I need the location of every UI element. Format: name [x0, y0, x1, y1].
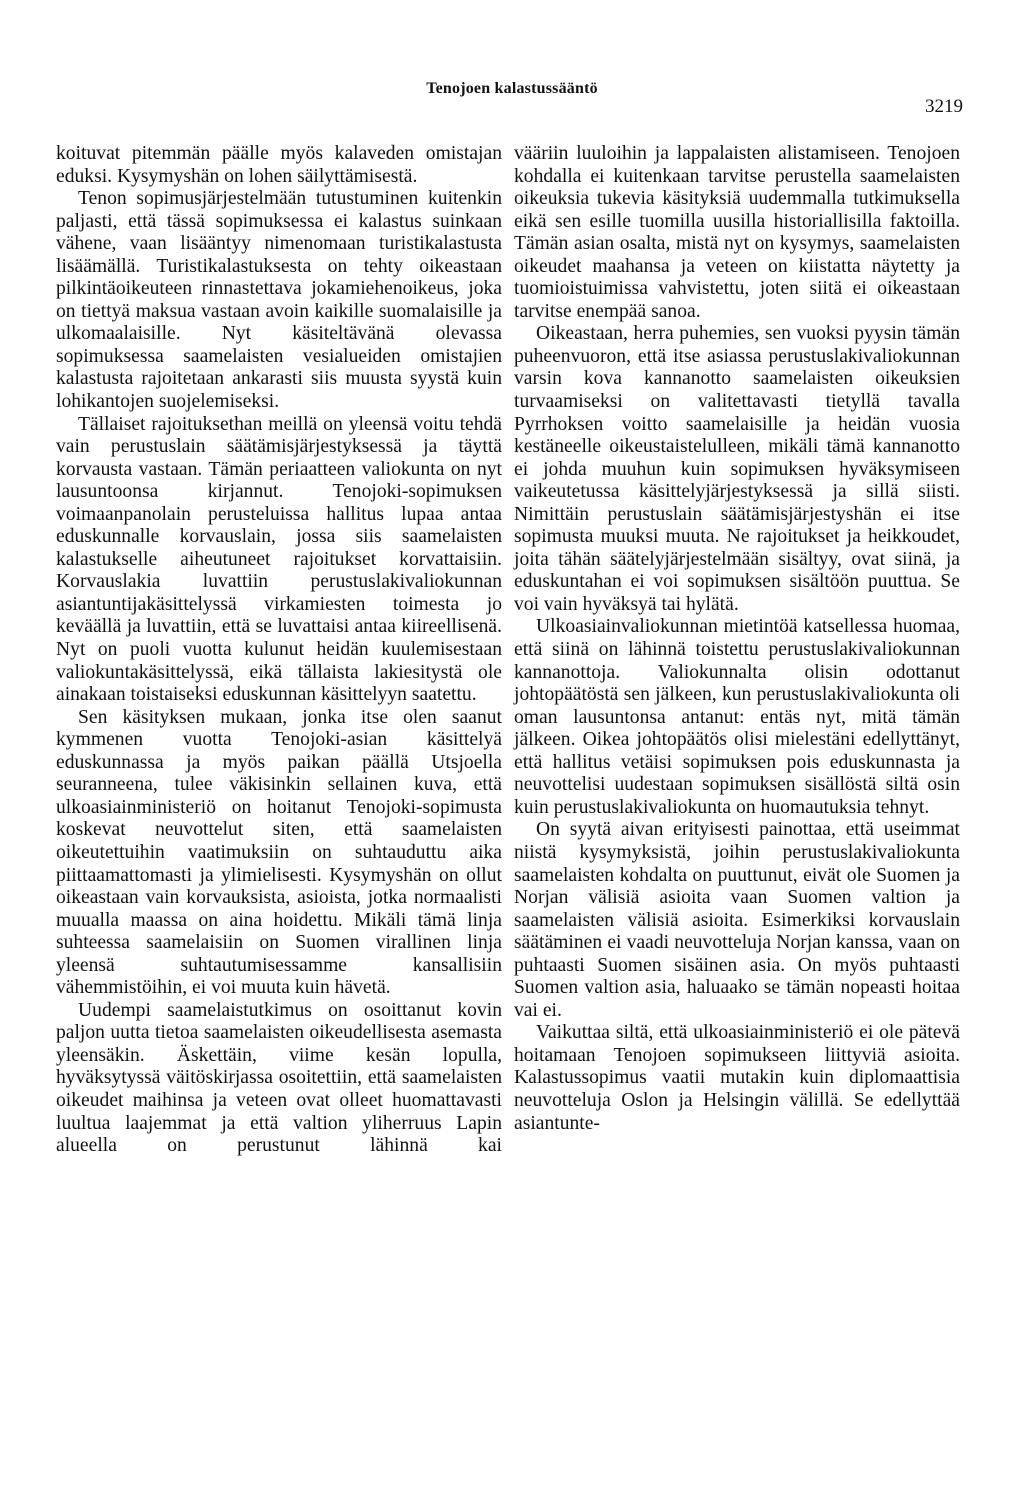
page-number: 3219 [925, 96, 963, 117]
paragraph: On syytä aivan erityisesti painottaa, että useimmat niistä kysymyksistä, joihin perustuslakivaliokunta saamelaisten kohdalta on puuttunut, eivät ole Suomen ja Norjan välisiä asioita vaan Suomen valtion ja saamelaisten välisiä asioita. Esimerkiksi korvauslain säätäminen ei vaadi neuvotteluja Norjan kanssa, vaan on puhtaasti Suomen sisäinen asia. On myös puhtaasti Suomen valtion asia, haluaako se tämän nopeasti hoitaa vai ei. [514, 819, 960, 1021]
paragraph: Uudempi saamelaistutkimus on osoittanut kovin paljon uutta tietoa saamelaisten oikeudellisesta asemasta yleensäkin. Äskettäin, viime kesän lopulla, hyväksytyssä väitöskirjassa osoitettiin, että saamelaisten oikeudet maihinsa ja veteen ovat olleet huomattavasti luultua laajemmat ja että valtion yliherruus Lapin alueella on perustunut lähinnä kai [56, 999, 502, 1157]
paragraph: vääriin luuloihin ja lappalaisten alistamiseen. Tenojoen kohdalla ei kuitenkaan tarvitse perustella saamelaisten oikeuksia tukevia käsityksiä uudemmalla tutkimuksella eikä sen esille tuomilla uusilla historiallisilla faktoilla. Tämän asian osalta, mistä nyt on kysymys, saamelaisten oikeudet maahansa ja veteen on kiistatta näytetty ja tuomioistuimissa vahvistettu, joten siitä ei oikeastaan tarvitse enempää sanoa. [514, 143, 960, 322]
paragraph: Tällaiset rajoituksethan meillä on yleensä voitu tehdä vain perustuslain säätämisjärjestyksessä ja täyttä korvausta vastaan. Tämän periaatteen valiokunta on nyt lausuntoonsa kirjannut. Tenojoki-sopimuksen voimaanpanolain perusteluissa hallitus lupaa antaa eduskunnalle korvauslain, jossa siis saamelaisten kalastukselle aiheutuneet rajoitukset korvattaisiin. Korvauslakia luvattiin perustuslakivaliokunnan asiantuntijakäsittelyssä virkamiesten toimesta jo keväällä ja luvattiin, että se luvattaisi antaa kiireellisenä. Nyt on puoli vuotta kulunut heidän kuulemisestaan valiokuntakäsittelyssä, eikä tällaista lakiesitystä ole ainakaan toistaiseksi eduskunnan käsittelyyn saatettu. [56, 413, 502, 706]
paragraph: Vaikuttaa siltä, että ulkoasiainministeriö ei ole pätevä hoitamaan Tenojoen sopimukseen liittyviä asioita. Kalastussopimus vaatii mutakin kuin diplomaattisia neuvotteluja Oslon ja Helsingin välillä. Se edellyttää asiantunte- [514, 1022, 960, 1134]
right-column [514, 143, 960, 1135]
paragraph: Tenon sopimusjärjestelmään tutustuminen kuitenkin paljasti, että tässä sopimuksessa ei kalastus suinkaan vähene, vaan lisääntyy nimenomaan turistikalastusta lisäämällä. Turistikalastuksesta on tehty oikeastaan pilkintäoikeuteen rinnastettava jokamiehenoikeus, joka on tiettyä maksua vastaan avoin kaikille suomalaisille ja ulkomaalaisille. Nyt käsiteltävänä olevassa sopimuksessa saamelaisten vesialueiden omistajien kalastusta rajoitetaan ankarasti siis muusta syystä kuin lohikantojen suojelemiseksi. [56, 188, 502, 413]
paragraph: Sen käsityksen mukaan, jonka itse olen saanut kymmenen vuotta Tenojoki-asian käsittelyä eduskunnassa ja myös paikan päällä Utsjoella seuranneena, tulee väkisinkin sellainen kuva, että ulkoasiainministeriö on hoitanut Tenojoki-sopimusta koskevat neuvottelut siten, että saamelaisten oikeutettuihin vaatimuksiin on suhtauduttu aika piittaamattomasti ja ylimielisesti. Kysymyshän on ollut oikeastaan vain korvauksista, asioista, jotka normaalisti muualla maassa on aina hoidettu. Mikäli tämä linja suhteessa saamelaisiin on Suomen virallinen linja yleensä suhtautumisessamme kansallisiin vähemmistöihin, ei voi muuta kuin hävetä. [56, 706, 502, 999]
header-title: Tenojoen kalastussääntö [426, 80, 598, 97]
paragraph: koituvat pitemmän päälle myös kalaveden omistajan eduksi. Kysymyshän on lohen säilyttämisestä. [56, 143, 502, 187]
paragraph: Ulkoasiainvaliokunnan mietintöä katsellessa huomaa, että siinä on lähinnä toistettu perustuslakivaliokunnan kannanottoja. Valiokunnalta olisin odottanut johtopäätöstä sen jälkeen, kun perustuslakivaliokunta oli oman lausuntonsa antanut: entäs nyt, mitä tämän jälkeen. Oikea johtopäätös olisi mielestäni edellyttänyt, että hallitus vetäisi sopimuksen pois eduskunnasta ja neuvottelisi uudestaan sopimuksen sisällöstä siltä osin kuin perustuslakivaliokunta on huomautuksia tehnyt. [514, 616, 960, 818]
left-column [56, 143, 502, 1158]
paragraph: Oikeastaan, herra puhemies, sen vuoksi pyysin tämän puheenvuoron, että itse asiassa perustuslakivaliokunnan varsin kova kannanotto saamelaisten oikeuksien turvaamiseksi on valitettavasti tietyllä tavalla Pyrrhoksen voitto saamelaisille ja heidän vuosia kestäneelle oikeustaistelulleen, mikäli tämä kannanotto ei johda muuhun kuin sopimuksen hyväksymiseen vaikeutetussa käsittelyjärjestyksessä ja sillä siisti. Nimittäin perustuslain säätämisjärjestyshän ei itse sopimusta muuksi muuta. Ne rajoitukset ja heikkoudet, joita tähän säätelyjärjestelmään sisältyy, ovat siinä, ja eduskuntahan ei voi sopimuksen sisältöön puuttua. Se voi vain hyväksyä tai hylätä. [514, 323, 960, 615]
